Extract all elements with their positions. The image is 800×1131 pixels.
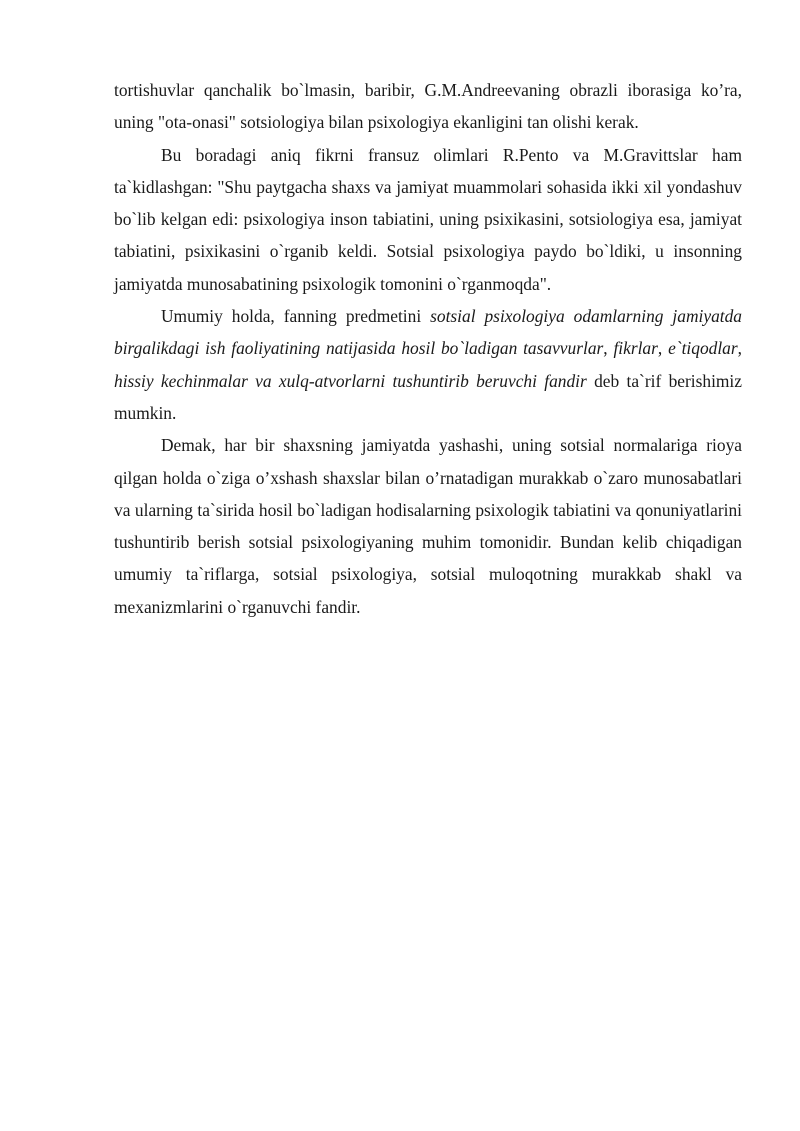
definition-text-5: deb ta`rif berishimiz mumkin. — [114, 370, 742, 423]
definition-italic-4: hissiy kechinmalar va xulq-atvorlarni tushuntirib beruvchi fandir — [114, 370, 587, 391]
definition-text-2: , — [603, 338, 614, 359]
definition-text-1: Umumiy holda, fanning predmetini — [161, 306, 431, 327]
paragraph-subject-definition — [114, 300, 742, 429]
paragraph-pento-gravitts-quote: Bu boradagi aniq fikrni fransuz olimlari R.Pento va M.Gravittslar ham ta`kidlashgan: "Shu paytgacha shaxs va jamiyat muammolari sohasida ikki xil yondashuv bo`lib kelgan edi: psixologiya inson tabiatini, uning psixikasini, sotsiologiya esa, jamiyat tabiatini, psixikasini o`rganib keldi. Sotsial psixologiya paydo bo`ldiki, u insonning jamiyatda munosabatining psixologik tomonini o`rganmoqda". — [114, 144, 742, 294]
paragraph-conclusion: Demak, har bir shaxsning jamiyatda yashashi, uning sotsial normalariga rioya qilgan holda o`ziga o’xshash shaxslar bilan o’rnatadigan murakkab o`zaro munosabatlari va ularning ta`sirida hosil bo`ladigan hodisalarning psixologik tabiatini va qonuniyatlarini tushuntirib berish sotsial psixologiyaning muhim tomonidir. Bundan kelib chiqadigan umumiy ta`riflarga, sotsial psixologiya, sotsial muloqotning murakkab shakl va mexanizmlarini o`rganuvchi fandir. — [114, 435, 742, 617]
document-page — [114, 74, 742, 623]
paragraph-continuation: tortishuvlar qanchalik bo`lmasin, baribir, G.M.Andreevaning obrazli iborasiga ko’ra, uning "ota-onasi" sotsiologiya bilan psixologiya ekanligini tan olishi kerak. — [114, 80, 742, 133]
definition-text-4: , — [737, 338, 742, 359]
definition-italic-3: e`tiqodlar — [668, 338, 738, 359]
definition-italic-1: sotsial psixologiya odamlarning jamiyatda birgalikdagi ish faoliyatining natijasida hosil bo`ladigan tasavvurlar — [114, 306, 742, 359]
definition-text-3: , — [657, 338, 669, 359]
definition-italic-2: fikrlar — [613, 338, 658, 359]
